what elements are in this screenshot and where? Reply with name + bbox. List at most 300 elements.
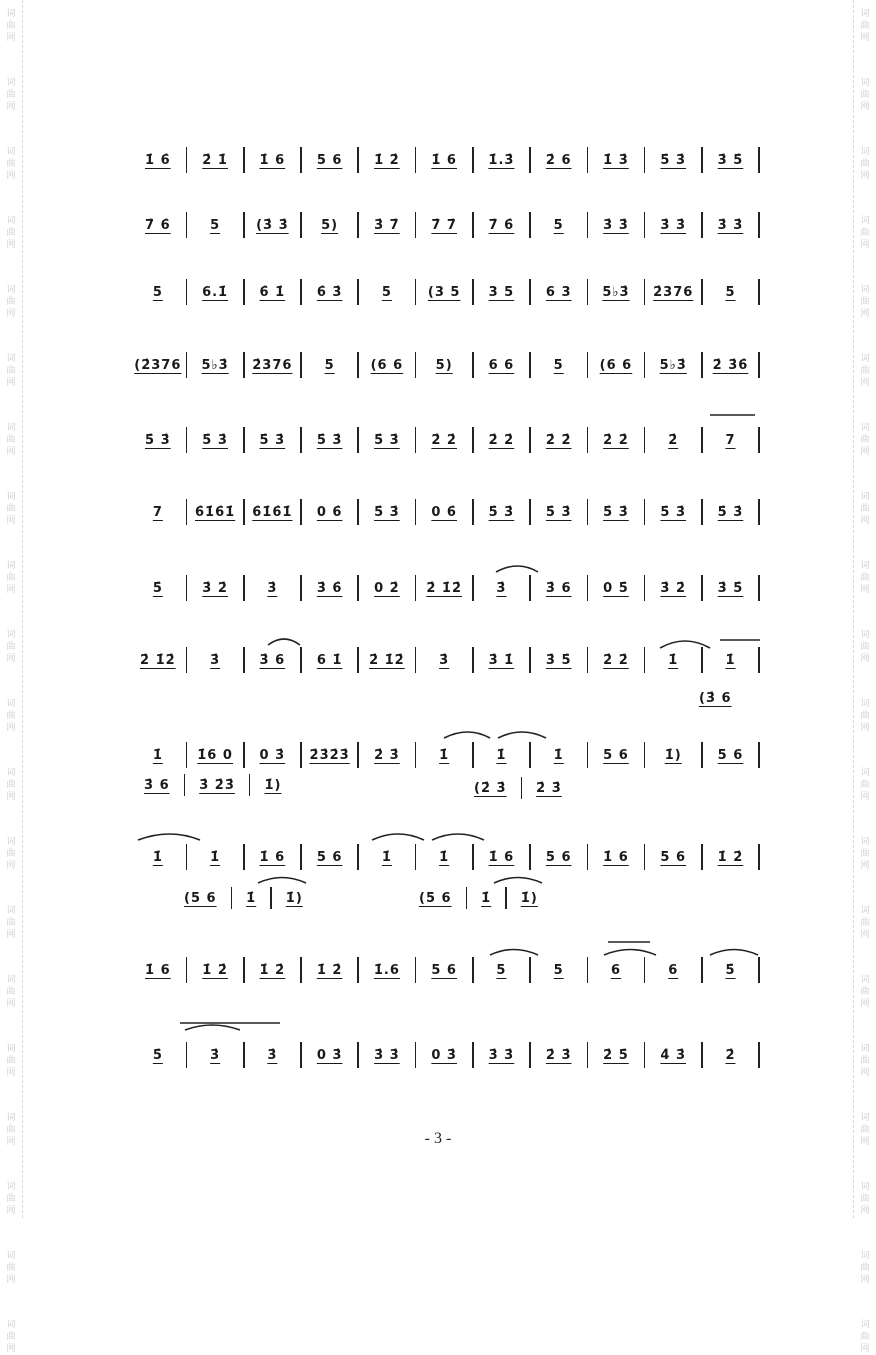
watermark-char: 曲 — [6, 1263, 16, 1273]
measure-notes: 5 — [553, 217, 564, 233]
measure-notes: 7̇ 7̇ — [431, 217, 457, 233]
measure-notes: 3̇ 7̇ — [374, 217, 400, 233]
watermark-char: 网 — [860, 171, 870, 181]
measure-notes: 7̇ 6̇ — [145, 217, 171, 233]
watermark-char: 曲 — [860, 642, 870, 652]
watermark-group — [860, 1181, 869, 1217]
watermark-char: 曲 — [860, 849, 870, 859]
measure-notes: 6̇ 1̇ — [259, 284, 286, 300]
score-line — [130, 740, 760, 770]
measure-notes: 2̇ 2̇ — [431, 432, 457, 448]
watermark-group — [860, 77, 869, 113]
watermark-char: 网 — [6, 1275, 16, 1285]
measure-notes: 7 — [725, 432, 736, 448]
measure-notes: 5 — [381, 284, 392, 300]
watermark-group — [6, 284, 15, 320]
measure-notes: 3̇ 3̇ — [603, 217, 629, 233]
watermark-group — [6, 905, 15, 941]
measure-notes: 3̇ 2̇ — [202, 580, 228, 596]
watermark-char: 词 — [860, 9, 870, 19]
bar-line — [758, 844, 760, 870]
measure-notes: 2̇ 2̇ — [603, 652, 629, 668]
watermark-char: 网 — [6, 861, 16, 871]
measure-notes: 7 — [152, 504, 163, 520]
watermark-char: 曲 — [6, 1056, 16, 1066]
measure-notes: 3 5 — [488, 284, 515, 300]
watermark-char: 曲 — [860, 435, 870, 445]
measure-notes: 2̇ 1̇2̇ — [426, 580, 462, 596]
measure-notes: 0 3̇ — [259, 747, 286, 763]
watermark-char: 网 — [6, 171, 16, 181]
watermark-group — [860, 698, 869, 734]
measure-notes: 5 — [496, 962, 507, 978]
watermark-char: 词 — [860, 1251, 870, 1261]
measure-notes: 1̇ — [210, 849, 221, 865]
watermark-char: 网 — [6, 654, 16, 664]
measure-notes: (3 5 — [427, 284, 461, 300]
watermark-char: 词 — [6, 492, 16, 502]
watermark-char: 词 — [6, 285, 16, 295]
measure-notes: 0 2̇ — [374, 580, 400, 596]
accompaniment-line — [130, 772, 295, 798]
watermark-char: 网 — [860, 309, 870, 319]
watermark-char: 曲 — [6, 849, 16, 859]
watermark-group — [6, 491, 15, 527]
measure-notes: 5♭3̇ — [602, 284, 630, 300]
bar-line — [758, 647, 760, 673]
watermark-char: 曲 — [6, 90, 16, 100]
watermark-char: 网 — [6, 999, 16, 1009]
watermark-char: 词 — [860, 561, 870, 571]
bar-line — [758, 427, 760, 453]
measure-notes: 5 — [553, 357, 564, 373]
watermark-char: 词 — [860, 147, 870, 157]
watermark-char: 曲 — [6, 780, 16, 790]
measure-notes: 1̇ — [553, 747, 564, 763]
watermark-char: 曲 — [860, 987, 870, 997]
measure-notes: 1̇ 3̇ — [603, 152, 629, 168]
watermark-char: 词 — [860, 768, 870, 778]
watermark-char: 曲 — [860, 918, 870, 928]
measure-notes: 1̇ — [496, 747, 507, 763]
watermark-char: 网 — [860, 447, 870, 457]
watermark-char: 网 — [6, 516, 16, 526]
measure-notes: 5) — [435, 357, 453, 373]
watermark-group — [860, 1250, 869, 1286]
watermark-group — [860, 1043, 869, 1079]
measure-notes: 6 — [610, 962, 621, 978]
measure-notes: 6̇ 3̇ — [316, 284, 343, 300]
watermark-group — [860, 560, 869, 596]
measure-notes: 5 6 — [431, 962, 457, 978]
watermark-char: 词 — [6, 906, 16, 916]
measure-notes: 1̇ 2̇ — [259, 962, 286, 978]
watermark-char: 词 — [860, 906, 870, 916]
measure-notes: 3̇ 6 — [259, 652, 286, 668]
watermark-char: 曲 — [6, 1125, 16, 1135]
watermark-char: 网 — [860, 1344, 870, 1354]
measure-notes: 2̇ 1̇2̇ — [369, 652, 405, 668]
measure-notes: 5 6 — [603, 747, 629, 763]
watermark-char: 曲 — [6, 573, 16, 583]
watermark-char: 词 — [860, 1113, 870, 1123]
measure-notes: 2̇3̇2̇3̇ — [309, 747, 350, 763]
measure-notes: (2̇376 — [134, 357, 182, 373]
watermark-char: 词 — [6, 1320, 16, 1330]
watermark-char: 词 — [860, 285, 870, 295]
watermark-char: 曲 — [6, 918, 16, 928]
watermark-char: 网 — [860, 930, 870, 940]
measure-notes: 5 — [210, 217, 221, 233]
watermark-char: 网 — [6, 33, 16, 43]
measure-notes: 5̇ 3̇ — [202, 432, 228, 448]
bar-line — [758, 1042, 760, 1068]
accompaniment-line — [405, 885, 552, 911]
measure-notes: 1̇ 6 — [488, 849, 515, 865]
measure-notes: 1̇ 2̇ — [717, 849, 744, 865]
measure-notes: 1̇ — [481, 890, 492, 906]
measure-notes: 2̇ 1̇2̇ — [140, 652, 176, 668]
measure-notes: 2̇ 1̇ — [202, 152, 228, 168]
measure-notes: 5̇ 3̇ — [488, 504, 515, 520]
score-line — [130, 145, 760, 175]
measure-notes: 1̇ 6̇ — [145, 152, 171, 168]
measure-notes: 3̇ 3̇ — [660, 217, 687, 233]
measure-notes: 2̇ 5̇ — [603, 1047, 629, 1063]
watermark-group — [860, 974, 869, 1010]
measure-notes: 5̇ — [725, 962, 736, 978]
measure-notes: 3̇ 3̇ — [374, 1047, 400, 1063]
watermark-char: 词 — [6, 1113, 16, 1123]
measure-notes: 0 3̇ — [431, 1047, 457, 1063]
watermark-char: 网 — [6, 930, 16, 940]
measure-notes: 1̇ 2̇ — [316, 962, 343, 978]
watermark-group — [860, 146, 869, 182]
watermark-char: 曲 — [6, 987, 16, 997]
watermark-char: 词 — [860, 1044, 870, 1054]
page-number: - 3 - — [424, 1130, 452, 1147]
watermark-group — [860, 353, 869, 389]
watermark-char: 曲 — [6, 1332, 16, 1342]
measure-notes: 2̇ 3̇6̇ — [712, 357, 749, 373]
watermark-char: 词 — [860, 354, 870, 364]
measure-notes: 3̇ 3̇ — [488, 1047, 515, 1063]
measure-notes: 3̇ — [267, 1047, 278, 1063]
watermark-char: 网 — [6, 240, 16, 250]
watermark-char: 词 — [860, 492, 870, 502]
watermark-char: 网 — [6, 102, 16, 112]
bar-line — [758, 279, 760, 305]
watermark-char: 曲 — [860, 1056, 870, 1066]
score-line — [130, 425, 760, 455]
score-line — [130, 350, 760, 380]
score-line — [130, 277, 760, 307]
watermark-char: 曲 — [860, 297, 870, 307]
measure-notes: 6 6 — [488, 357, 515, 373]
watermark-char: 词 — [6, 9, 16, 19]
accompaniment-line — [170, 885, 317, 911]
measure-notes: 1̇) — [285, 890, 303, 906]
watermark-group — [860, 767, 869, 803]
measure-notes: 3̇ — [267, 580, 278, 596]
measure-notes: 5̇ 3̇ — [259, 432, 286, 448]
watermark-group — [6, 353, 15, 389]
measure-notes: 3̇ 2̇3̇ — [199, 777, 235, 793]
measure-notes: 5̇ 3̇ — [603, 504, 629, 520]
watermark-group — [860, 8, 869, 44]
measure-notes: (3̇ 6 — [699, 690, 732, 706]
measure-notes: 1̇ — [439, 849, 450, 865]
measure-notes: 2̇376 — [252, 357, 293, 373]
watermark-group — [6, 146, 15, 182]
score-line — [130, 645, 760, 675]
measure-notes: 1̇ — [668, 652, 679, 668]
measure-notes: 5̇ 3̇ — [660, 152, 687, 168]
bar-line — [758, 147, 760, 173]
measure-notes: 2̇ 2̇ — [545, 432, 572, 448]
measure-notes: 3̇ — [210, 652, 221, 668]
watermark-char: 曲 — [860, 573, 870, 583]
watermark-group — [6, 767, 15, 803]
measure-notes: 5̇ 3̇ — [374, 504, 400, 520]
watermark-char: 词 — [6, 699, 16, 709]
score-line — [130, 210, 760, 240]
measure-notes: 1̇ — [152, 849, 163, 865]
watermark-char: 网 — [860, 999, 870, 1009]
watermark-char: 曲 — [860, 366, 870, 376]
watermark-group — [6, 1319, 15, 1355]
watermark-char: 曲 — [860, 1125, 870, 1135]
measure-notes: 5 6 — [717, 747, 744, 763]
measure-notes: 1̇ 6 — [259, 849, 286, 865]
watermark-char: 曲 — [6, 504, 16, 514]
measure-notes: 2̇ 6 — [545, 152, 572, 168]
watermark-char: 曲 — [860, 504, 870, 514]
measure-notes: 5 — [152, 284, 163, 300]
watermark-char: 网 — [860, 102, 870, 112]
bar-line — [758, 957, 760, 983]
measure-notes: 5̇ 3̇ — [374, 432, 400, 448]
watermark-char: 网 — [6, 1068, 16, 1078]
measure-notes: 5̇ 3̇ — [717, 504, 744, 520]
measure-notes: 1̇ — [439, 747, 450, 763]
bar-line — [758, 742, 760, 768]
watermark-char: 曲 — [6, 435, 16, 445]
watermark-group — [860, 491, 869, 527]
measure-notes: 7̇ 6̇ — [488, 217, 515, 233]
score-line — [130, 955, 760, 985]
measure-notes: 5̇ 3̇ — [545, 504, 572, 520]
watermark-char: 网 — [6, 447, 16, 457]
watermark-char: 网 — [860, 1206, 870, 1216]
accompaniment-line — [460, 775, 576, 801]
score-line — [130, 573, 760, 603]
measure-notes: 5♭3̇ — [659, 357, 687, 373]
watermark-char: 词 — [6, 1251, 16, 1261]
watermark-group — [6, 629, 15, 665]
watermark-group — [6, 422, 15, 458]
watermark-group — [860, 215, 869, 251]
watermark-char: 词 — [860, 78, 870, 88]
watermark-char: 词 — [860, 975, 870, 985]
measure-notes: (5 6 — [419, 890, 452, 906]
watermark-char: 曲 — [860, 780, 870, 790]
watermark-char: 网 — [6, 309, 16, 319]
score-line — [130, 842, 760, 872]
watermark-group — [6, 77, 15, 113]
watermark-char: 曲 — [6, 159, 16, 169]
watermark-char: 网 — [860, 1068, 870, 1078]
watermark-char: 曲 — [860, 1263, 870, 1273]
watermark-group — [6, 1043, 15, 1079]
measure-notes: 2̇ 3̇ — [536, 780, 562, 796]
watermark-group — [860, 629, 869, 665]
watermark-char: 曲 — [860, 21, 870, 31]
watermark-char: 网 — [860, 861, 870, 871]
watermark-char: 词 — [6, 423, 16, 433]
watermark-char: 词 — [860, 1320, 870, 1330]
watermark-group — [860, 284, 869, 320]
measure-notes: 1̇ — [725, 652, 736, 668]
watermark-char: 曲 — [860, 159, 870, 169]
watermark-group — [6, 1181, 15, 1217]
measure-notes: (6 6 — [370, 357, 404, 373]
watermark-group — [6, 560, 15, 596]
measure-notes: 5 — [725, 284, 736, 300]
measure-notes: 4̇ 3̇ — [660, 1047, 687, 1063]
watermark-char: 词 — [6, 1182, 16, 1192]
watermark-char: 曲 — [6, 297, 16, 307]
measure-notes: 5̇ 3̇ — [316, 432, 343, 448]
watermark-group — [6, 974, 15, 1010]
watermark-char: 网 — [6, 1344, 16, 1354]
watermark-group — [860, 836, 869, 872]
measure-notes: 1̇ 2̇ — [202, 962, 228, 978]
measure-notes: 3̇ 2̇ — [660, 580, 687, 596]
watermark-char: 曲 — [860, 711, 870, 721]
measure-notes: (5 6 — [184, 890, 217, 906]
measure-notes: 1̇ 6 — [431, 152, 457, 168]
watermark-char: 网 — [860, 1137, 870, 1147]
watermark-char: 曲 — [6, 21, 16, 31]
measure-notes: 3̇ 5̇ — [717, 152, 744, 168]
bar-line — [758, 575, 760, 601]
watermark-char: 网 — [6, 723, 16, 733]
watermark-group — [6, 836, 15, 872]
measure-notes: 1̇ 6 — [259, 152, 286, 168]
watermark-char: 网 — [6, 378, 16, 388]
watermark-strip-left — [0, 0, 23, 1354]
watermark-char: 网 — [860, 33, 870, 43]
measure-notes: 3̇ — [439, 652, 450, 668]
watermark-char: 词 — [860, 837, 870, 847]
measure-notes: 1̇ 6 — [603, 849, 629, 865]
measure-notes: 6.1̇ — [202, 284, 229, 300]
watermark-char: 网 — [860, 654, 870, 664]
bar-line — [758, 352, 760, 378]
watermark-char: 网 — [6, 792, 16, 802]
watermark-char: 词 — [6, 630, 16, 640]
watermark-group — [6, 698, 15, 734]
accompaniment-line — [685, 685, 746, 711]
watermark-char: 网 — [860, 792, 870, 802]
watermark-char: 曲 — [860, 1194, 870, 1204]
watermark-char: 曲 — [6, 642, 16, 652]
watermark-group — [860, 422, 869, 458]
watermark-char: 词 — [6, 837, 16, 847]
measure-notes: 5̇ — [152, 580, 163, 596]
measure-notes: 1̇.6 — [373, 962, 400, 978]
measure-notes: 0 6̇ — [431, 504, 457, 520]
watermark-char: 网 — [860, 585, 870, 595]
watermark-group — [860, 1319, 869, 1355]
measure-notes: 1̇) — [520, 890, 538, 906]
measure-notes: 1̇6 0 — [197, 747, 233, 763]
measure-notes: 2̇376 — [653, 284, 694, 300]
watermark-char: 网 — [860, 378, 870, 388]
watermark-char: 曲 — [860, 228, 870, 238]
measure-notes: 5 — [324, 357, 335, 373]
watermark-group — [6, 215, 15, 251]
watermark-char: 网 — [860, 723, 870, 733]
measure-notes: 5̇ 3̇ — [145, 432, 171, 448]
watermark-char: 网 — [860, 516, 870, 526]
watermark-group — [6, 8, 15, 44]
measure-notes: 2̇ — [668, 432, 679, 448]
watermark-group — [860, 905, 869, 941]
measure-notes: 5̇ — [152, 1047, 163, 1063]
watermark-char: 词 — [860, 216, 870, 226]
watermark-char: 词 — [6, 78, 16, 88]
watermark-char: 词 — [6, 768, 16, 778]
measure-notes: 5 6 — [316, 152, 343, 168]
watermark-char: 词 — [6, 147, 16, 157]
watermark-char: 词 — [860, 1182, 870, 1192]
bar-line — [758, 499, 760, 525]
watermark-char: 曲 — [6, 1194, 16, 1204]
watermark-char: 词 — [6, 1044, 16, 1054]
watermark-char: 曲 — [6, 366, 16, 376]
measure-notes: 1̇ — [152, 747, 163, 763]
measure-notes: 0 3̇ — [316, 1047, 343, 1063]
watermark-group — [6, 1250, 15, 1286]
measure-notes: 1̇ 2̇ — [374, 152, 400, 168]
watermark-char: 曲 — [860, 1332, 870, 1342]
measure-notes: 3̇ 6 — [144, 777, 170, 793]
measure-notes: 2̇ — [725, 1047, 736, 1063]
measure-notes: 1̇) — [264, 777, 282, 793]
measure-notes: 6̇1̇6̇1̇ — [195, 504, 236, 520]
watermark-char: 网 — [6, 585, 16, 595]
watermark-char: 曲 — [6, 711, 16, 721]
measure-notes: 2̇ 3̇ — [374, 747, 400, 763]
watermark-char: 词 — [6, 216, 16, 226]
measure-notes: 5) — [321, 217, 339, 233]
watermark-char: 词 — [860, 630, 870, 640]
measure-notes: 3̇ 6̇ — [316, 580, 343, 596]
measure-notes: (3̇ 3̇ — [256, 217, 289, 233]
measure-notes: 3̇ 6 — [545, 580, 572, 596]
measure-notes: 1̇ — [246, 890, 257, 906]
measure-notes: 5 6 — [545, 849, 572, 865]
watermark-char: 词 — [860, 699, 870, 709]
measure-notes: 5 6 — [660, 849, 687, 865]
measure-notes: 6̇1̇6̇1̇ — [252, 504, 293, 520]
measure-notes: 1̇) — [664, 747, 682, 763]
measure-notes: 1̇ — [381, 849, 392, 865]
measure-notes: 2̇ 2̇ — [603, 432, 629, 448]
measure-notes: 3̇ — [496, 580, 507, 596]
